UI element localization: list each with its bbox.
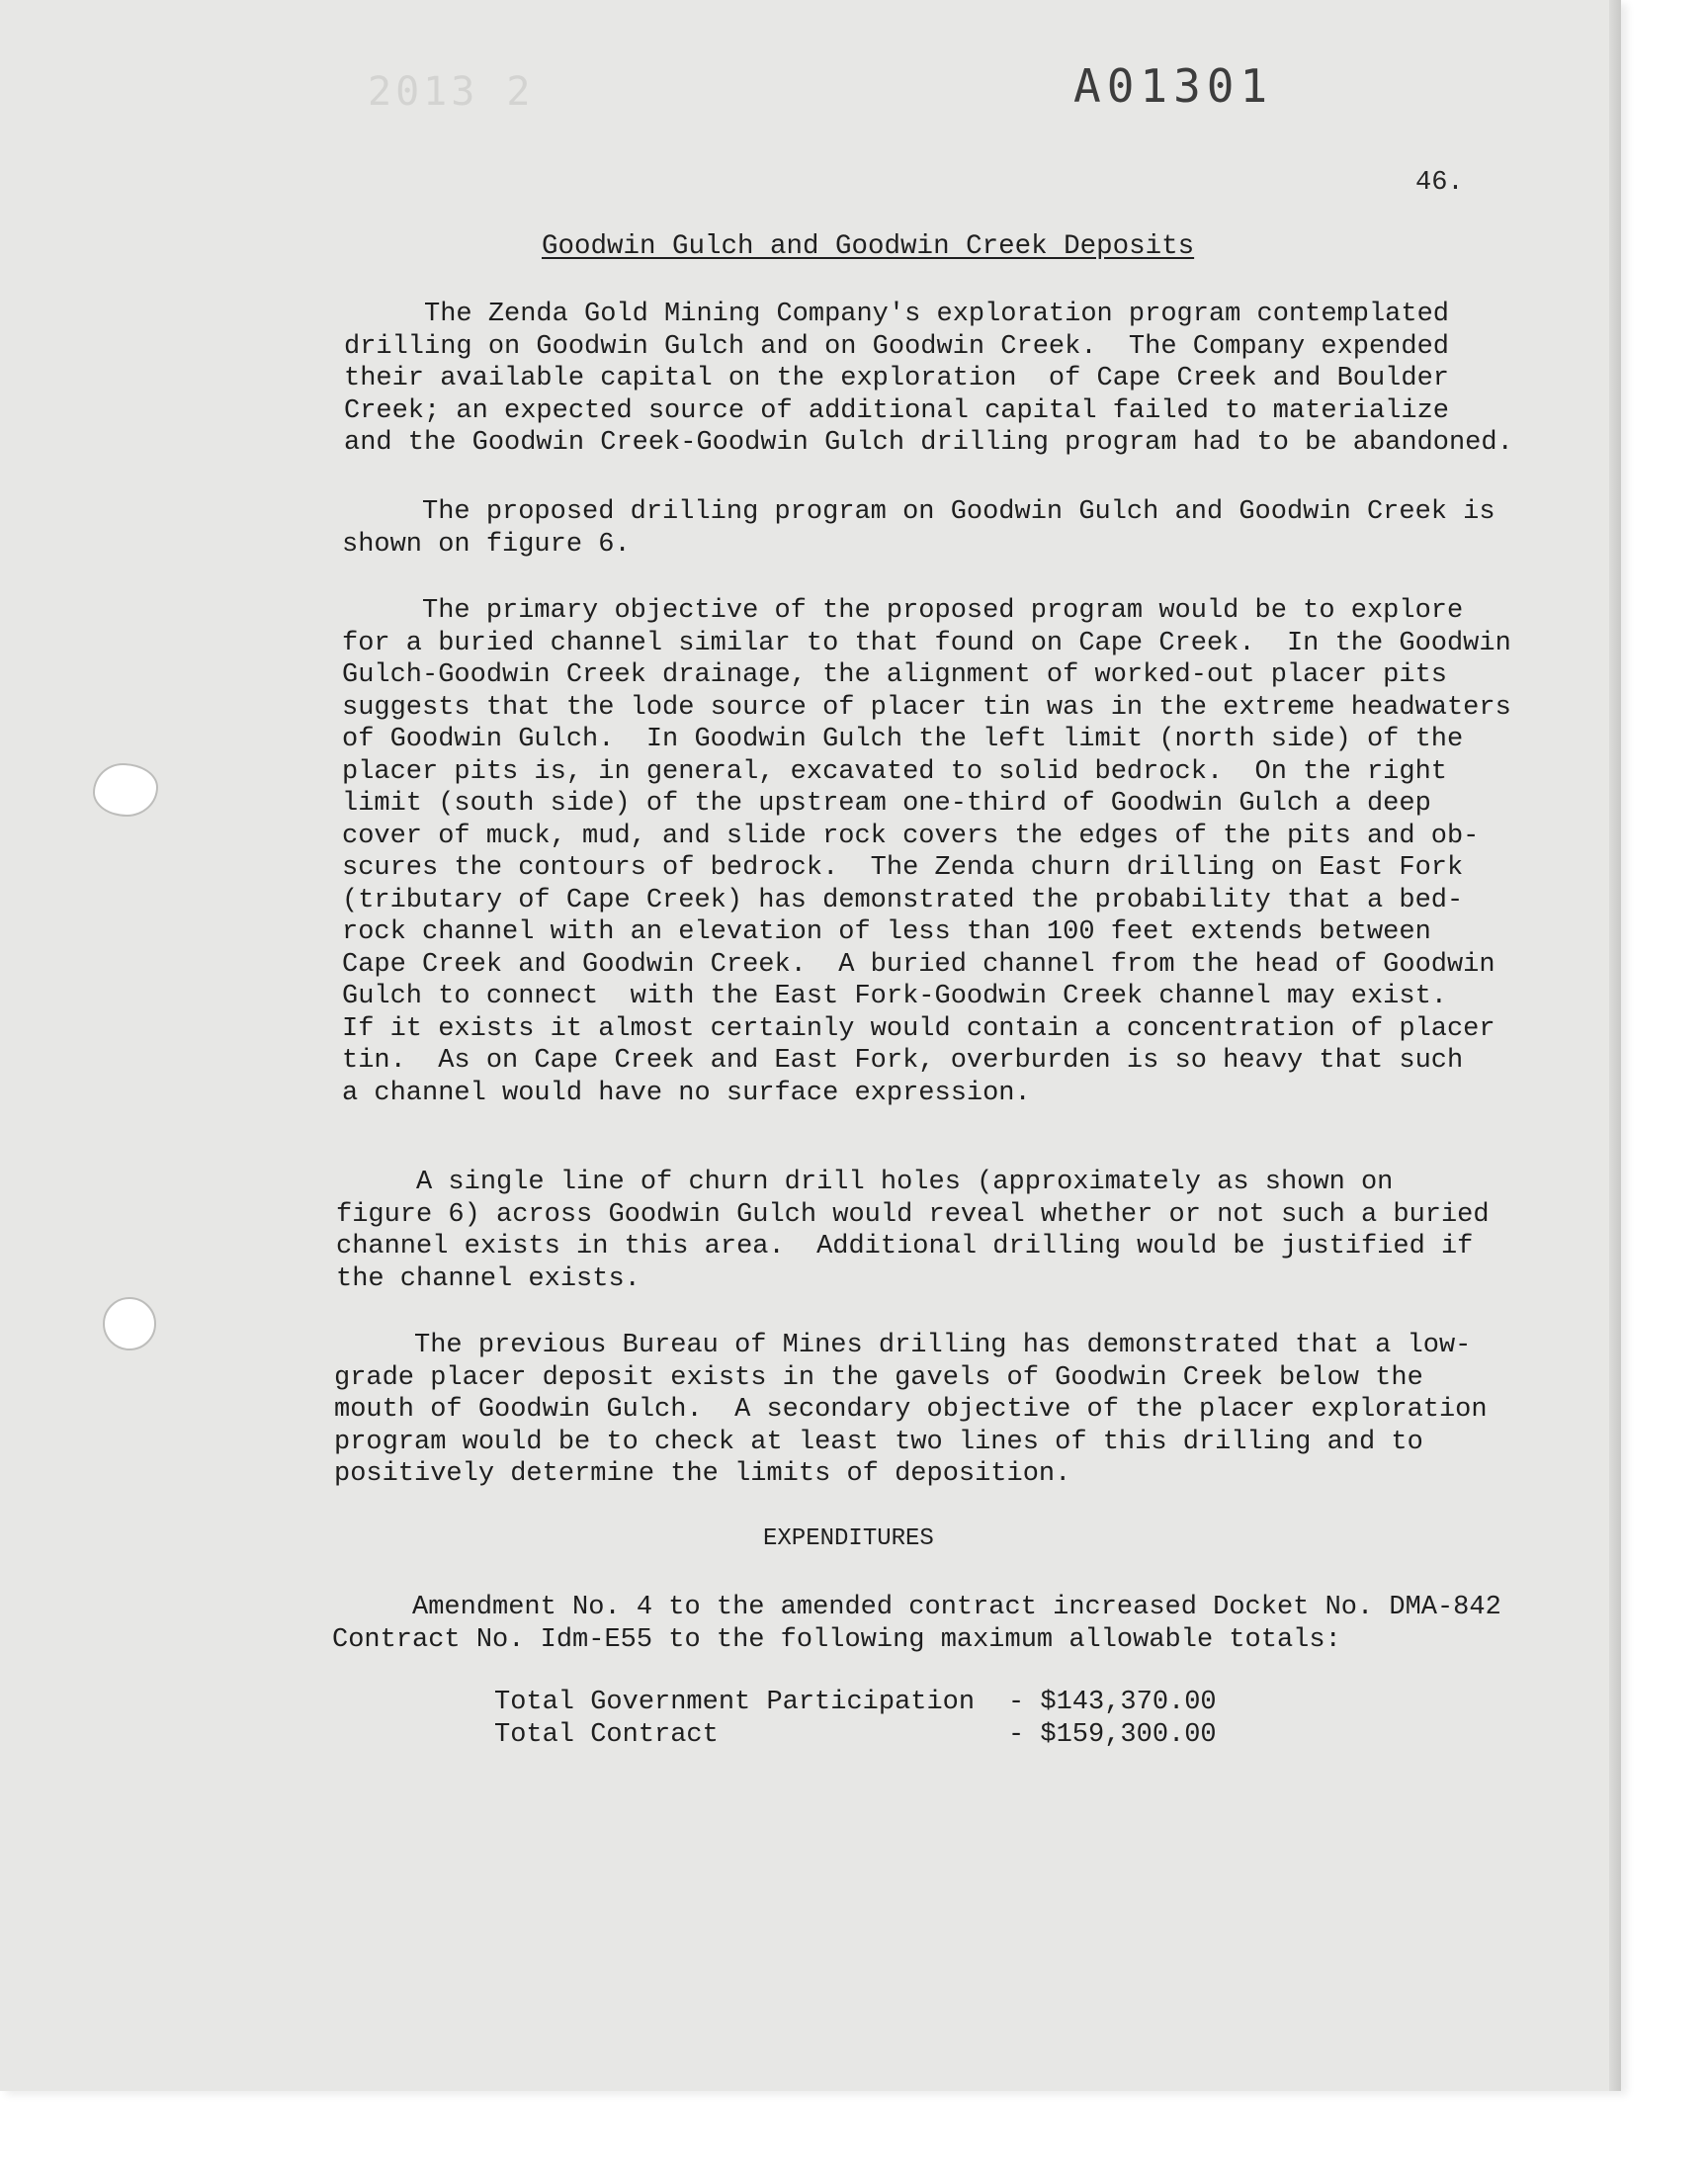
total-row-government	[494, 1687, 1217, 1719]
bleed-through-number: 2013 2	[368, 69, 535, 115]
paragraph-amendment: Amendment No. 4 to the amended contract increased Docket No. DMA-842 Contract No. Idm-E55 to the following maximum allowable totals:	[332, 1593, 1501, 1655]
paragraph-zenda-program: The Zenda Gold Mining Company's exploration program contemplated drilling on Goodwin Gulch and on Goodwin Creek. The Company expended their available capital on the exploration of Cape Creek and Boulder Creek; an expected source of additional capital failed to materialize and the Goodwin Creek-Goodwin Gulch drilling program had to be abandoned.	[344, 300, 1513, 458]
punch-hole	[103, 1297, 156, 1350]
total-label: Total Contract	[494, 1720, 719, 1750]
total-row-contract	[494, 1719, 1217, 1752]
paragraph-bureau-of-mines: The previous Bureau of Mines drilling has demonstrated that a low- grade placer deposit exists in the gavels of Goodwin Creek below the mouth of Goodwin Gulch. A secondary objective of the placer exploration program would be to check at least two lines of this drilling and to positively determine the limits of deposition.	[334, 1331, 1488, 1489]
total-amount: - $143,370.00	[1008, 1688, 1217, 1717]
page-edge	[1609, 0, 1621, 2091]
page-number: 46.	[1415, 168, 1464, 198]
total-label: Total Government Participation	[494, 1688, 976, 1717]
punch-hole	[93, 763, 158, 817]
totals-table	[494, 1687, 1217, 1752]
total-amount: - $159,300.00	[1008, 1720, 1217, 1750]
document-title: Goodwin Gulch and Goodwin Creek Deposits	[542, 231, 1195, 262]
paragraph-primary-objective: The primary objective of the proposed program would be to explore for a buried channel similar to that found on Cape Creek. In the Goodwin Gulch-Goodwin Creek drainage, the alignment of worked-out placer pits suggests that the lode source of placer tin was in the extreme headwaters of Goodwin Gulch. In Goodwin Gulch the left limit (north side) of the placer pits is, in general, excavated to solid bedrock. On the right limit (south side) of the upstream one-third of Goodwin Gulch a deep cover of muck, mud, and slide rock covers the edges of the pits and ob- scures the contours of bedrock. The Zenda churn drilling on East Fork (tributary of Cape Creek) has demonstrated the probability that a bed- rock channel with an elevation of less than 100 feet extends between Cape Creek and Goodwin Creek. A buried channel from the head of Goodwin Gulch to connect with the East Fork-Goodwin Creek channel may exist. If it exists it almost certainly would contain a concentration of placer tin. As on Cape Creek and East Fork, overburden is so heavy that such a channel would have no surface expression.	[342, 596, 1511, 1108]
document-stamp-number: A01301	[1073, 59, 1274, 113]
paragraph-churn-drill-holes: A single line of churn drill holes (approximately as shown on figure 6) across Goodwin Gulch would reveal whether or not such a buried channel exists in this area. Additional drilling would be justified if the channel exists.	[336, 1168, 1490, 1294]
expenditures-heading: EXPENDITURES	[763, 1525, 934, 1552]
paragraph-proposed-drilling: The proposed drilling program on Goodwin Gulch and Goodwin Creek is shown on figure 6.	[342, 497, 1495, 560]
